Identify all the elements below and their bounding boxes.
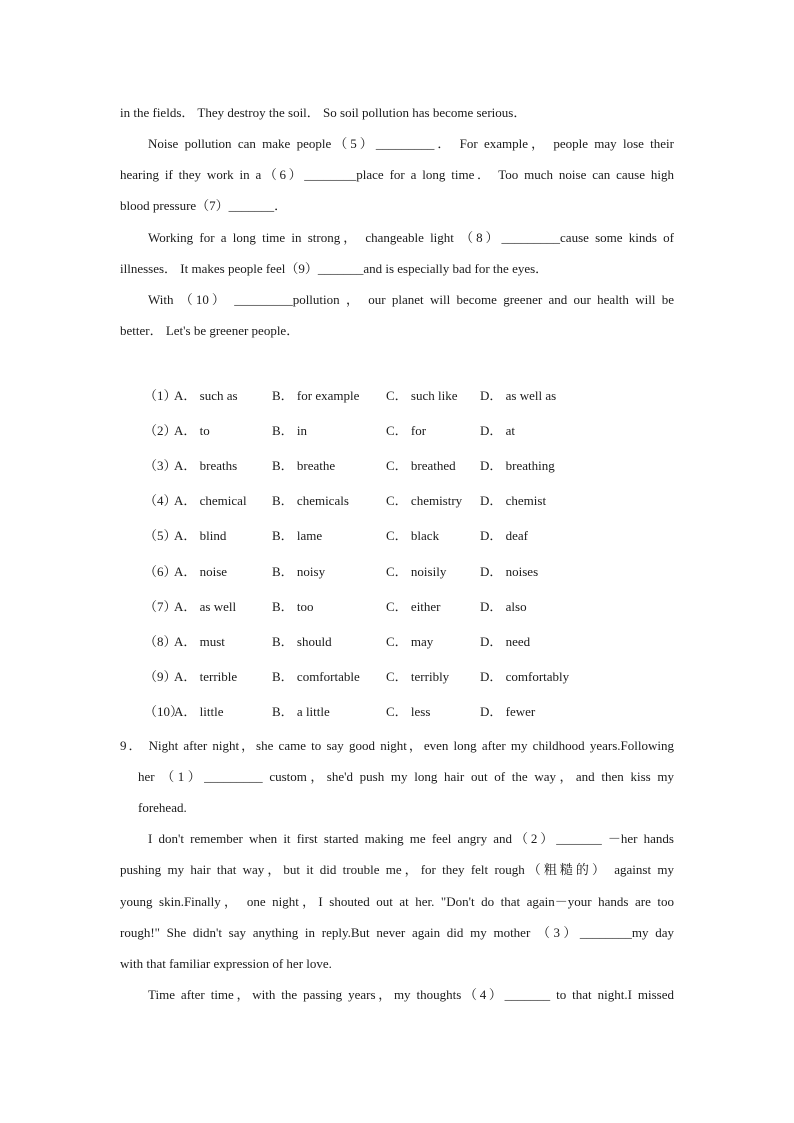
- option-c: C． terribly: [386, 669, 450, 684]
- option-number: （9）: [144, 669, 177, 684]
- option-number: （3）: [144, 458, 177, 473]
- option-b: B． a little: [272, 704, 330, 719]
- option-b: B． for example: [272, 388, 360, 403]
- option-number: （6）: [144, 564, 177, 579]
- question-9-line-9: Time after time，with the passing years，my thoughts（4）_______ to that night.I missed: [148, 987, 674, 1002]
- option-a: A． such as: [174, 388, 238, 403]
- option-a: A． terrible: [174, 669, 238, 684]
- option-a: A． blind: [174, 528, 227, 543]
- option-d: D． chemist: [480, 493, 547, 508]
- option-number: （2）: [144, 423, 177, 438]
- option-number: （4）: [144, 493, 177, 508]
- option-d: D． at: [480, 423, 516, 438]
- option-a: A． must: [174, 634, 225, 649]
- question-9-line-1: 9． Night after night，she came to say good night，even long after my childhood years.Following: [120, 738, 674, 753]
- question-9-line-4: I don't remember when it first started making me feel angry and（2）_______ －her hands: [148, 831, 674, 846]
- option-c: C． either: [386, 599, 441, 614]
- question-9-line-3: forehead.: [138, 800, 187, 815]
- option-a: A． breaths: [174, 458, 238, 473]
- passage-paragraph-3-line-2: illnesses． It makes people feel（9）_______and is especially bad for the eyes．: [120, 261, 549, 276]
- option-c: C． may: [386, 634, 434, 649]
- option-c: C． noisily: [386, 564, 447, 579]
- option-d: D． need: [480, 634, 531, 649]
- option-a: A． little: [174, 704, 224, 719]
- option-number: （7）: [144, 599, 177, 614]
- passage-paragraph-4-line-1: With （10） _________pollution ， our planet will become greener and our health will be: [148, 292, 674, 307]
- option-c: C． chemistry: [386, 493, 463, 508]
- option-b: B． lame: [272, 528, 323, 543]
- option-a: A． noise: [174, 564, 228, 579]
- question-9-line-5: pushing my hair that way，but it did trouble me，for they felt rough（粗糙的） against my: [120, 862, 674, 877]
- option-b: B． should: [272, 634, 332, 649]
- option-number: （8）: [144, 634, 177, 649]
- option-b: B． breathe: [272, 458, 336, 473]
- passage-paragraph-1-tail: in the fields． They destroy the soil． So soil pollution has become serious．: [120, 105, 527, 120]
- option-a: A． as well: [174, 599, 237, 614]
- option-c: C． for: [386, 423, 427, 438]
- option-b: B． too: [272, 599, 314, 614]
- option-number: （5）: [144, 528, 177, 543]
- option-d: D． fewer: [480, 704, 536, 719]
- option-d: D． also: [480, 599, 527, 614]
- option-d: D． comfortably: [480, 669, 570, 684]
- option-c: C． breathed: [386, 458, 456, 473]
- passage-paragraph-2-line-1: Noise pollution can make people（5）_________． For example， people may lose their: [148, 136, 674, 151]
- passage-paragraph-2-line-3: blood pressure（7）_______．: [120, 198, 288, 213]
- option-d: D． deaf: [480, 528, 529, 543]
- option-number: （1）: [144, 388, 177, 403]
- question-9-line-8: with that familiar expression of her love.: [120, 956, 332, 971]
- option-b: B． comfortable: [272, 669, 360, 684]
- option-number: （10）: [144, 704, 184, 719]
- question-9-line-6: young skin.Finally， one night，I shouted out at her. "Don't do that again－your hands are too: [120, 894, 674, 909]
- passage-paragraph-3-line-1: Working for a long time in strong， changeable light （8）_________cause some kinds of: [148, 230, 674, 245]
- question-9-line-7: rough!" She didn't say anything in reply.But never again did my mother （3）________my day: [120, 925, 674, 940]
- option-b: B． chemicals: [272, 493, 349, 508]
- option-a: A． chemical: [174, 493, 247, 508]
- option-b: B． noisy: [272, 564, 326, 579]
- option-c: C． black: [386, 528, 440, 543]
- option-d: D． noises: [480, 564, 539, 579]
- option-d: D． breathing: [480, 458, 555, 473]
- option-d: D． as well as: [480, 388, 557, 403]
- option-c: C． less: [386, 704, 431, 719]
- passage-paragraph-4-line-2: better． Let's be greener people．: [120, 323, 300, 338]
- option-c: C． such like: [386, 388, 458, 403]
- option-a: A． to: [174, 423, 210, 438]
- option-b: B． in: [272, 423, 308, 438]
- passage-paragraph-2-line-2: hearing if they work in a（6）________place for a long time． Too much noise can cause high: [120, 167, 674, 182]
- question-9-line-2: her （1）_________ custom，she'd push my long hair out of the way，and then kiss my: [138, 769, 674, 784]
